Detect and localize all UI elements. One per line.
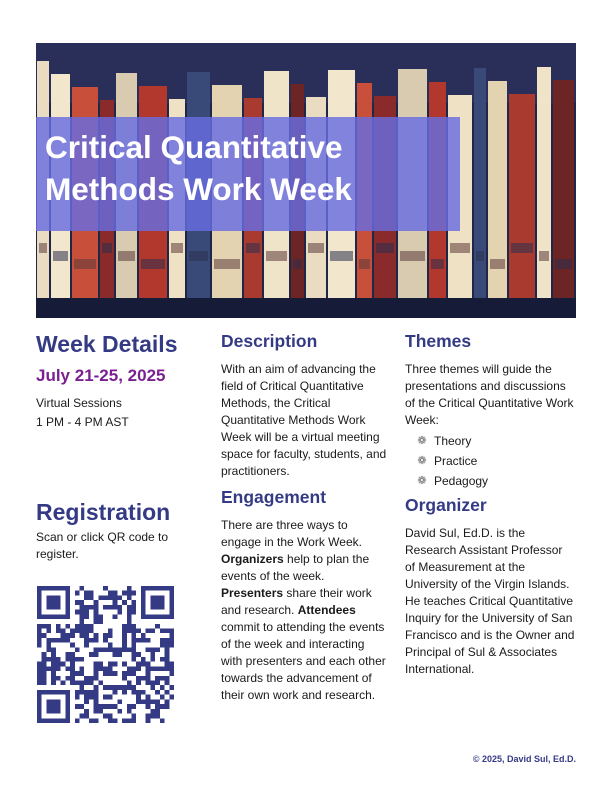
themes-intro: Three themes will guide the presentations and discussions of the Critical Quantitative Work Week:	[405, 362, 574, 427]
page-title: Critical Quantitative Methods Work Week	[45, 129, 352, 207]
book-label	[118, 251, 135, 261]
flower-bullet-icon: ❁	[417, 475, 427, 487]
book-label	[431, 259, 444, 269]
book-label	[189, 251, 208, 261]
session-type: Virtual Sessions	[36, 396, 122, 410]
copyright-footer: © 2025, David Sul, Ed.D.	[472, 754, 576, 764]
attendees-text: commit to attending the events of the week and interacting with presenters and each other towards the advancement of their own work and research.	[221, 620, 386, 702]
book-label	[141, 259, 165, 269]
engagement-intro: There are three ways to engage in the Work Week.	[221, 518, 362, 549]
presenters-text: share their work and research.	[221, 586, 372, 617]
book-label	[490, 259, 505, 269]
engagement-text	[221, 517, 388, 704]
book-label	[450, 243, 470, 253]
themes-heading: Themes	[405, 331, 472, 351]
attendees-label: Attendees	[297, 603, 356, 617]
book-label	[359, 259, 370, 269]
event-dates: July 21-25, 2025	[36, 366, 166, 385]
book-label	[511, 243, 533, 253]
engagement-heading: Engagement	[221, 487, 327, 507]
presenters-label: Presenters	[221, 586, 284, 600]
book-label	[293, 259, 302, 269]
flower-bullet-icon: ❁	[417, 455, 427, 467]
description-text: With an aim of advancing the field of Critical Quantitative Methods, the Critical Quantitative Methods Work Week will be a virtual meeting space for faculty, students, and practitioners.	[221, 362, 387, 478]
book-label	[39, 243, 47, 253]
book-label	[400, 251, 425, 261]
book-label	[246, 243, 260, 253]
book-label	[330, 251, 353, 261]
list-item: ❁ Pedagogy	[405, 471, 575, 491]
book-spine	[537, 67, 551, 298]
book-spine	[509, 94, 535, 298]
list-item: ❁ Practice	[405, 451, 575, 471]
book-label	[555, 259, 572, 269]
organizer-bio: David Sul, Ed.D. is the Research Assistant Professor of Measurement at the University of the Virgin Islands. He teaches Critical Quantitative Inquiry for the University of San Francisco and is the Owner and Principal of Sul & Associates International.	[405, 526, 575, 676]
book-label	[74, 259, 96, 269]
engagement-section	[221, 486, 388, 704]
registration-section	[36, 498, 196, 563]
week-details-section	[36, 330, 206, 432]
book-label	[266, 251, 287, 261]
session-time: 1 PM - 4 PM AST	[36, 415, 129, 429]
organizer-section	[405, 494, 575, 678]
themes-section	[405, 330, 575, 491]
book-label	[53, 251, 68, 261]
book-label	[171, 243, 183, 253]
book-label	[539, 251, 549, 261]
themes-list	[405, 431, 575, 491]
book-spine	[474, 68, 486, 298]
registration-heading: Registration	[36, 499, 171, 525]
week-details-heading: Week Details	[36, 331, 178, 357]
list-item: ❁ Theory	[405, 431, 575, 451]
qr-code-icon[interactable]	[37, 586, 174, 723]
description-section	[221, 330, 388, 480]
description-heading: Description	[221, 331, 318, 351]
book-label	[376, 243, 394, 253]
book-label	[476, 251, 484, 261]
book-label	[214, 259, 240, 269]
organizers-label: Organizers	[221, 552, 284, 566]
organizers-text: help to plan the events of the week.	[221, 552, 370, 583]
flower-bullet-icon: ❁	[417, 435, 427, 447]
organizer-heading: Organizer	[405, 495, 487, 515]
book-label	[308, 243, 324, 253]
book-label	[102, 243, 112, 253]
registration-text: Scan or click QR code to register.	[36, 530, 169, 561]
